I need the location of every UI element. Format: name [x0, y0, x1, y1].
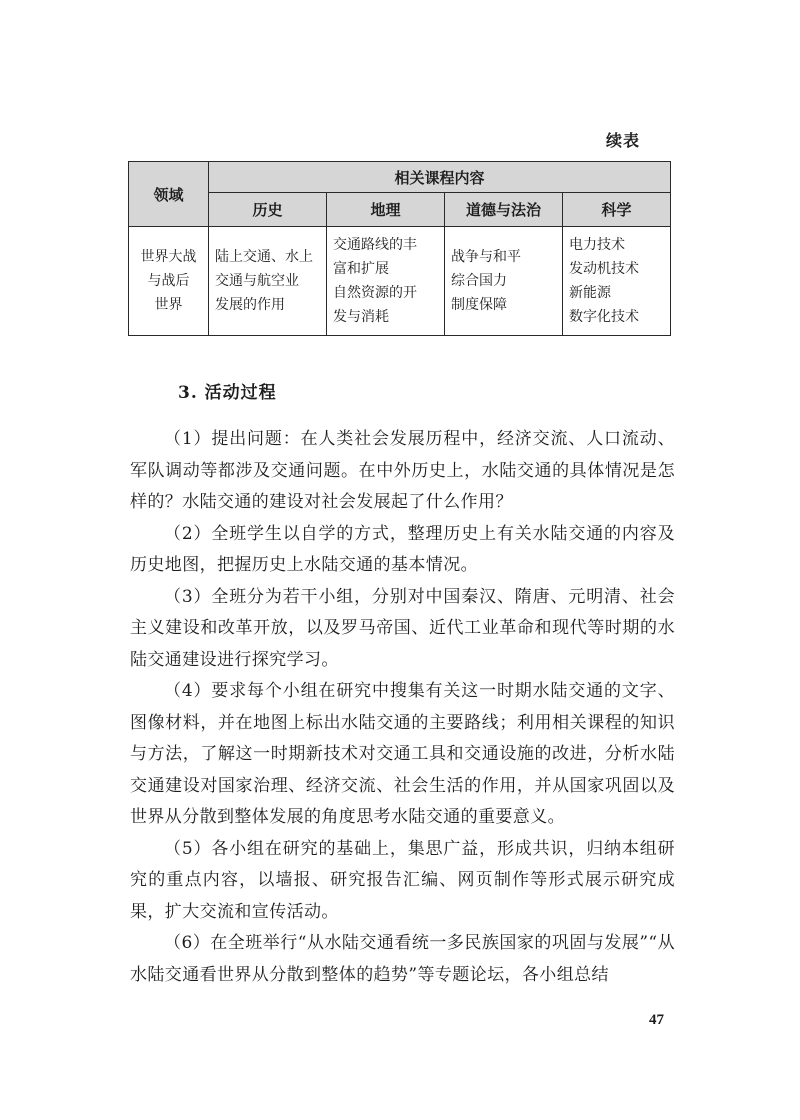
cell-geography: 交通路线的丰 富和扩展 自然资源的开 发与消耗 — [327, 227, 445, 336]
paragraph-step-1: （1）提出问题：在人类社会发展历程中，经济交流、人口流动、军队调动等都涉及交通问题。在中外历史上，水陆交通的具体情况是怎样的？水陆交通的建设对社会发展起了什么作用？ — [130, 429, 675, 512]
header-related-courses: 相关课程内容 — [209, 162, 671, 193]
header-science: 科学 — [563, 193, 671, 227]
body-text — [130, 424, 675, 991]
page-number: 47 — [649, 1012, 664, 1028]
header-history: 历史 — [209, 193, 327, 227]
header-geography: 地理 — [327, 193, 445, 227]
cell-science: 电力技术 发动机技术 新能源 数字化技术 — [563, 227, 671, 336]
table-row — [129, 227, 671, 336]
paragraph-step-4: （4）要求每个小组在研究中搜集有关这一时期水陆交通的文字、图像材料，并在地图上标出水陆交通的主要路线；利用相关课程的知识与方法，了解这一时期新技术对交通工具和交通设施的改进，分析水陆交通建设对国家治理、经济交流、社会生活的作用，并从国家巩固以及世界从分散到整体发展的角度思考水陆交通的重要意义。 — [130, 681, 675, 827]
paragraph-step-3: （3）全班分为若干小组，分别对中国秦汉、隋唐、元明清、社会主义建设和改革开放，以及罗马帝国、近代工业革命和现代等时期的水陆交通建设进行探究学习。 — [130, 586, 675, 670]
paragraph-step-2: （2）全班学生以自学的方式，整理历史上有关水陆交通的内容及历史地图，把握历史上水陆交通的基本情况。 — [130, 523, 675, 575]
header-field: 领域 — [129, 162, 209, 227]
cell-ethics-law: 战争与和平 综合国力 制度保障 — [445, 227, 563, 336]
paragraph-step-6: （6）在全班举行“从水陆交通看统一多民族国家的巩固与发展”“从水陆交通看世界从分散到整体的趋势”等专题论坛，各小组总结 — [130, 933, 675, 985]
section-heading: 3. 活动过程 — [178, 383, 277, 403]
curriculum-table — [128, 161, 671, 336]
continued-table-label: 续表 — [605, 131, 640, 150]
cell-history: 陆上交通、水上 交通与航空业 发展的作用 — [209, 227, 327, 336]
header-ethics-law: 道德与法治 — [445, 193, 563, 227]
cell-field: 世界大战 与战后 世界 — [129, 227, 209, 336]
paragraph-step-5: （5）各小组在研究的基础上，集思广益，形成共识，归纳本组研究的重点内容，以墙报、研究报告汇编、网页制作等形式展示研究成果，扩大交流和宣传活动。 — [130, 838, 675, 922]
